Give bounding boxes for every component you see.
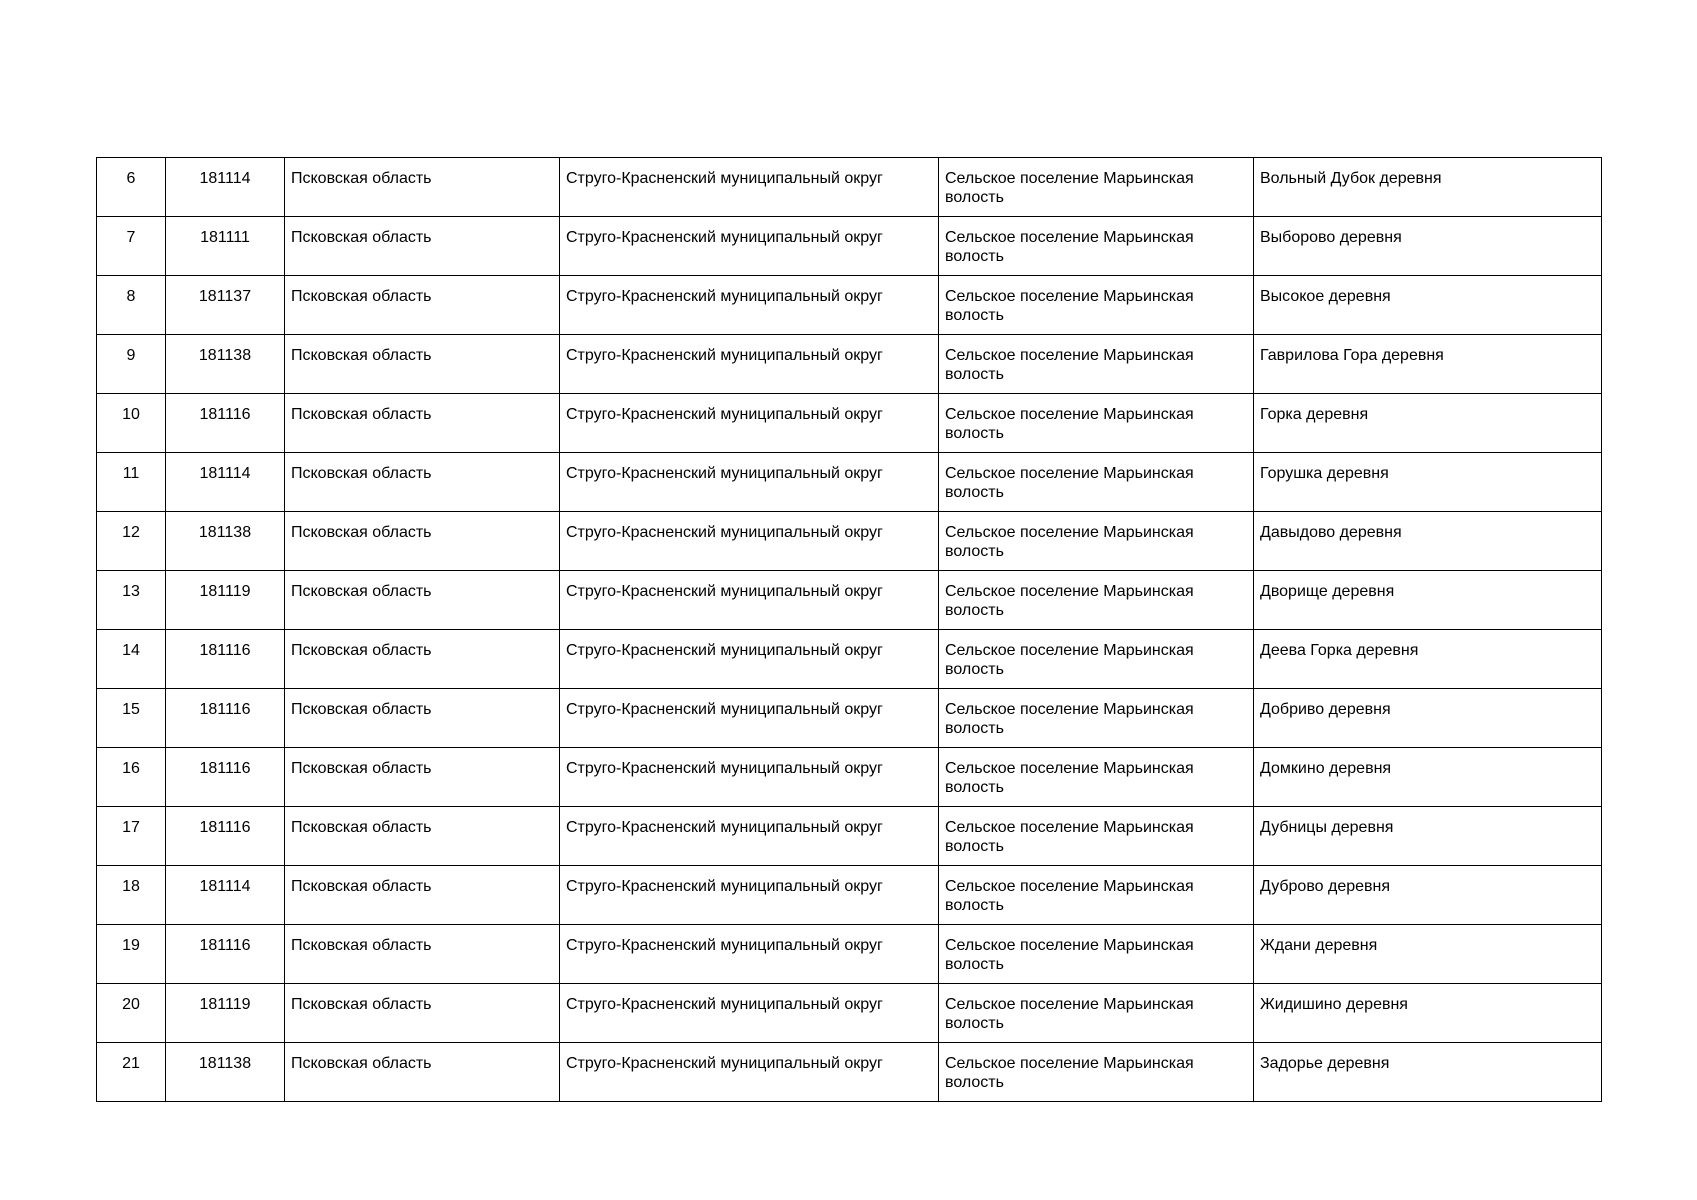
- row-number-cell-text: 6: [126, 170, 136, 187]
- region-cell: [285, 748, 560, 807]
- row-number-cell-text: 14: [122, 642, 140, 659]
- postal-index-cell: [166, 512, 285, 571]
- settlement-cell-text: Сельское поселение Марьинская волость: [945, 1055, 1194, 1091]
- region-cell: [285, 984, 560, 1043]
- settlement-cell-text: Сельское поселение Марьинская волость: [945, 406, 1194, 442]
- postal-index-cell-text: 181116: [199, 642, 251, 659]
- settlement-cell: [939, 571, 1254, 630]
- settlement-cell: [939, 1043, 1254, 1102]
- district-cell-text: Струго-Красненский муниципальный округ: [566, 878, 883, 895]
- table-row: [97, 866, 1602, 925]
- district-cell-text: Струго-Красненский муниципальный округ: [566, 170, 883, 187]
- table-row: [97, 630, 1602, 689]
- settlement-cell: [939, 276, 1254, 335]
- postal-index-cell: [166, 866, 285, 925]
- region-cell-text: Псковская область: [291, 819, 432, 836]
- settlement-cell: [939, 217, 1254, 276]
- settlement-cell-text: Сельское поселение Марьинская волость: [945, 347, 1194, 383]
- district-cell: [560, 984, 939, 1043]
- district-cell: [560, 276, 939, 335]
- row-number-cell: [97, 158, 166, 217]
- region-cell: [285, 453, 560, 512]
- settlement-cell-text: Сельское поселение Марьинская волость: [945, 996, 1194, 1032]
- row-number-cell-text: 15: [122, 701, 140, 718]
- postal-index-table: [96, 157, 1602, 1102]
- district-cell: [560, 807, 939, 866]
- settlement-cell: [939, 630, 1254, 689]
- locality-cell: [1254, 394, 1602, 453]
- locality-cell: [1254, 689, 1602, 748]
- postal-index-cell-text: 181138: [198, 347, 252, 364]
- table-row: [97, 512, 1602, 571]
- row-number-cell: [97, 748, 166, 807]
- district-cell: [560, 512, 939, 571]
- postal-index-cell-text: 181114: [199, 170, 251, 187]
- settlement-cell-text: Сельское поселение Марьинская волость: [945, 642, 1194, 678]
- postal-index-cell-text: 181114: [199, 465, 251, 482]
- district-cell: [560, 158, 939, 217]
- postal-index-cell: [166, 217, 285, 276]
- locality-cell-text: Дубницы деревня: [1260, 819, 1394, 836]
- region-cell: [285, 571, 560, 630]
- district-cell-text: Струго-Красненский муниципальный округ: [566, 701, 883, 718]
- district-cell: [560, 748, 939, 807]
- table-row: [97, 807, 1602, 866]
- locality-cell-text: Деева Горка деревня: [1260, 642, 1419, 659]
- settlement-cell-text: Сельское поселение Марьинская волость: [945, 288, 1194, 324]
- locality-cell: [1254, 866, 1602, 925]
- locality-cell-text: Высокое деревня: [1260, 288, 1391, 305]
- postal-index-cell-text: 181116: [199, 819, 251, 836]
- region-cell-text: Псковская область: [291, 878, 432, 895]
- postal-index-cell: [166, 394, 285, 453]
- row-number-cell: [97, 1043, 166, 1102]
- region-cell-text: Псковская область: [291, 937, 432, 954]
- region-cell: [285, 1043, 560, 1102]
- locality-cell-text: Вольный Дубок деревня: [1260, 170, 1442, 187]
- region-cell-text: Псковская область: [291, 170, 432, 187]
- locality-cell: [1254, 217, 1602, 276]
- region-cell: [285, 689, 560, 748]
- locality-cell-text: Домкино деревня: [1260, 760, 1392, 777]
- postal-index-cell: [166, 630, 285, 689]
- settlement-cell: [939, 925, 1254, 984]
- table-row: [97, 925, 1602, 984]
- settlement-cell-text: Сельское поселение Марьинская волость: [945, 878, 1194, 914]
- region-cell-text: Псковская область: [291, 642, 432, 659]
- postal-index-cell: [166, 276, 285, 335]
- row-number-cell: [97, 217, 166, 276]
- district-cell-text: Струго-Красненский муниципальный округ: [566, 406, 883, 423]
- table-row: [97, 984, 1602, 1043]
- locality-cell-text: Жидишино деревня: [1260, 996, 1408, 1013]
- district-cell-text: Струго-Красненский муниципальный округ: [566, 642, 883, 659]
- district-cell: [560, 1043, 939, 1102]
- row-number-cell: [97, 335, 166, 394]
- settlement-cell: [939, 453, 1254, 512]
- locality-cell-text: Дуброво деревня: [1260, 878, 1391, 895]
- postal-index-cell: [166, 158, 285, 217]
- row-number-cell: [97, 630, 166, 689]
- region-cell: [285, 276, 560, 335]
- table-row: [97, 394, 1602, 453]
- district-cell-text: Струго-Красненский муниципальный округ: [566, 996, 883, 1013]
- settlement-cell-text: Сельское поселение Марьинская волость: [945, 170, 1194, 206]
- region-cell-text: Псковская область: [291, 288, 432, 305]
- region-cell: [285, 394, 560, 453]
- table-row: [97, 276, 1602, 335]
- locality-cell: [1254, 453, 1602, 512]
- row-number-cell-text: 8: [126, 288, 136, 305]
- region-cell-text: Псковская область: [291, 1055, 432, 1072]
- region-cell-text: Псковская область: [291, 996, 432, 1013]
- district-cell: [560, 571, 939, 630]
- table-row: [97, 1043, 1602, 1102]
- district-cell: [560, 689, 939, 748]
- row-number-cell-text: 12: [122, 524, 140, 541]
- settlement-cell-text: Сельское поселение Марьинская волость: [945, 760, 1194, 796]
- postal-index-cell-text: 181116: [199, 701, 251, 718]
- table-row: [97, 748, 1602, 807]
- table-row: [97, 217, 1602, 276]
- row-number-cell: [97, 984, 166, 1043]
- settlement-cell-text: Сельское поселение Марьинская волость: [945, 937, 1194, 973]
- row-number-cell-text: 19: [122, 937, 140, 954]
- district-cell: [560, 335, 939, 394]
- region-cell: [285, 158, 560, 217]
- locality-cell: [1254, 984, 1602, 1043]
- row-number-cell-text: 21: [122, 1055, 140, 1072]
- locality-cell: [1254, 571, 1602, 630]
- locality-cell-text: Давыдово деревня: [1260, 524, 1402, 541]
- postal-index-cell: [166, 689, 285, 748]
- row-number-cell: [97, 925, 166, 984]
- district-cell: [560, 394, 939, 453]
- settlement-cell: [939, 689, 1254, 748]
- district-cell-text: Струго-Красненский муниципальный округ: [566, 524, 883, 541]
- row-number-cell: [97, 689, 166, 748]
- district-cell-text: Струго-Красненский муниципальный округ: [566, 288, 883, 305]
- postal-index-cell-text: 181116: [199, 937, 251, 954]
- row-number-cell: [97, 807, 166, 866]
- district-cell: [560, 925, 939, 984]
- row-number-cell: [97, 512, 166, 571]
- postal-index-cell-text: 181119: [199, 583, 251, 600]
- row-number-cell: [97, 866, 166, 925]
- row-number-cell-text: 10: [122, 406, 140, 423]
- row-number-cell-text: 9: [126, 347, 136, 364]
- row-number-cell-text: 17: [122, 819, 140, 836]
- settlement-cell-text: Сельское поселение Марьинская волость: [945, 583, 1194, 619]
- region-cell-text: Псковская область: [291, 229, 432, 246]
- postal-index-cell-text: 181138: [198, 1055, 252, 1072]
- region-cell-text: Псковская область: [291, 524, 432, 541]
- postal-index-cell: [166, 571, 285, 630]
- locality-cell: [1254, 276, 1602, 335]
- settlement-cell-text: Сельское поселение Марьинская волость: [945, 701, 1194, 737]
- row-number-cell-text: 7: [126, 229, 136, 246]
- postal-index-cell-text: 181114: [199, 878, 251, 895]
- region-cell-text: Псковская область: [291, 347, 432, 364]
- settlement-cell-text: Сельское поселение Марьинская волость: [945, 229, 1194, 265]
- settlement-cell: [939, 866, 1254, 925]
- table-row: [97, 158, 1602, 217]
- settlement-cell: [939, 807, 1254, 866]
- region-cell-text: Псковская область: [291, 465, 432, 482]
- postal-index-cell-text: 181137: [198, 288, 252, 305]
- settlement-cell: [939, 335, 1254, 394]
- row-number-cell-text: 13: [122, 583, 140, 600]
- locality-cell: [1254, 512, 1602, 571]
- postal-index-cell: [166, 807, 285, 866]
- postal-index-cell-text: 181116: [199, 406, 251, 423]
- postal-index-cell: [166, 748, 285, 807]
- settlement-cell: [939, 984, 1254, 1043]
- locality-cell: [1254, 925, 1602, 984]
- locality-cell-text: Выборово деревня: [1260, 229, 1402, 246]
- postal-index-cell-text: 181138: [198, 524, 252, 541]
- row-number-cell-text: 16: [122, 760, 140, 777]
- table-row: [97, 453, 1602, 512]
- settlement-cell-text: Сельское поселение Марьинская волость: [945, 465, 1194, 501]
- postal-index-cell-text: 181116: [199, 760, 251, 777]
- district-cell-text: Струго-Красненский муниципальный округ: [566, 1055, 883, 1072]
- district-cell: [560, 453, 939, 512]
- locality-cell-text: Ждани деревня: [1260, 937, 1378, 954]
- postal-index-cell: [166, 453, 285, 512]
- region-cell: [285, 217, 560, 276]
- row-number-cell: [97, 276, 166, 335]
- district-cell: [560, 630, 939, 689]
- locality-cell: [1254, 630, 1602, 689]
- settlement-cell: [939, 394, 1254, 453]
- postal-index-cell: [166, 925, 285, 984]
- locality-cell: [1254, 1043, 1602, 1102]
- district-cell-text: Струго-Красненский муниципальный округ: [566, 229, 883, 246]
- locality-cell-text: Добриво деревня: [1260, 701, 1391, 718]
- region-cell: [285, 335, 560, 394]
- locality-cell-text: Горка деревня: [1260, 406, 1369, 423]
- locality-cell: [1254, 807, 1602, 866]
- district-cell-text: Струго-Красненский муниципальный округ: [566, 760, 883, 777]
- postal-index-cell: [166, 1043, 285, 1102]
- table-row: [97, 689, 1602, 748]
- locality-cell-text: Гаврилова Гора деревня: [1260, 347, 1444, 364]
- region-cell: [285, 512, 560, 571]
- district-cell-text: Струго-Красненский муниципальный округ: [566, 937, 883, 954]
- row-number-cell: [97, 453, 166, 512]
- region-cell: [285, 925, 560, 984]
- table-body: [97, 158, 1602, 1102]
- region-cell-text: Псковская область: [291, 406, 432, 423]
- region-cell: [285, 630, 560, 689]
- district-cell-text: Струго-Красненский муниципальный округ: [566, 583, 883, 600]
- district-cell-text: Струго-Красненский муниципальный округ: [566, 465, 883, 482]
- district-cell-text: Струго-Красненский муниципальный округ: [566, 819, 883, 836]
- locality-cell: [1254, 748, 1602, 807]
- row-number-cell-text: 20: [122, 996, 140, 1013]
- settlement-cell: [939, 748, 1254, 807]
- locality-cell-text: Дворище деревня: [1260, 583, 1395, 600]
- settlement-cell-text: Сельское поселение Марьинская волость: [945, 819, 1194, 855]
- row-number-cell: [97, 571, 166, 630]
- table-row: [97, 335, 1602, 394]
- settlement-cell-text: Сельское поселение Марьинская волость: [945, 524, 1194, 560]
- locality-cell-text: Задорье деревня: [1260, 1055, 1390, 1072]
- row-number-cell: [97, 394, 166, 453]
- region-cell-text: Псковская область: [291, 701, 432, 718]
- district-cell: [560, 866, 939, 925]
- locality-cell: [1254, 158, 1602, 217]
- locality-cell: [1254, 335, 1602, 394]
- district-cell-text: Струго-Красненский муниципальный округ: [566, 347, 883, 364]
- postal-index-cell-text: 181119: [199, 996, 251, 1013]
- postal-index-cell: [166, 335, 285, 394]
- region-cell-text: Псковская область: [291, 583, 432, 600]
- region-cell: [285, 866, 560, 925]
- locality-cell-text: Горушка деревня: [1260, 465, 1389, 482]
- region-cell-text: Псковская область: [291, 760, 432, 777]
- settlement-cell: [939, 512, 1254, 571]
- row-number-cell-text: 18: [122, 878, 140, 895]
- district-cell: [560, 217, 939, 276]
- settlement-cell: [939, 158, 1254, 217]
- region-cell: [285, 807, 560, 866]
- row-number-cell-text: 11: [122, 465, 140, 482]
- postal-index-cell: [166, 984, 285, 1043]
- postal-index-cell-text: 181111: [200, 229, 250, 246]
- table-row: [97, 571, 1602, 630]
